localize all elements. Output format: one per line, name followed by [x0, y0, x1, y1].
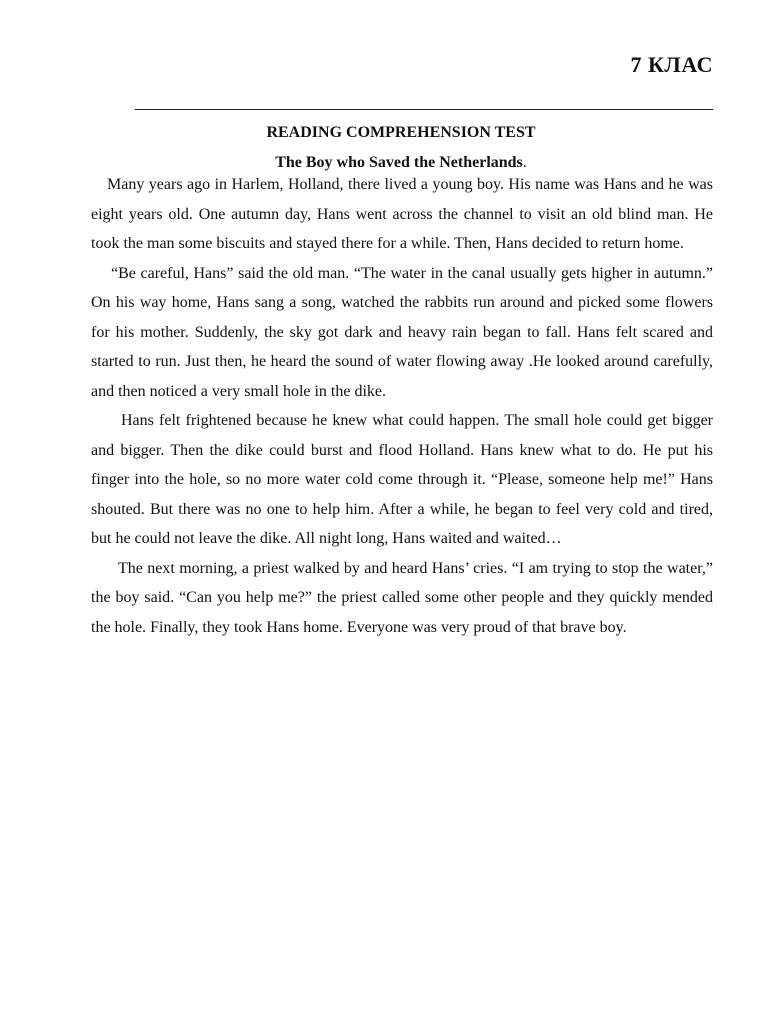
grade-heading: 7 КЛАС — [630, 52, 713, 77]
story-paragraph-4: The next morning, a priest walked by and heard Hans’ cries. “I am trying to stop the water,” the boy said. “Can you help me?” the priest called some other people and they quickly mended the hole. Finally, they took Hans home. Everyone was very proud of that brave boy. — [91, 559, 713, 636]
story-title-text: The Boy who Saved the Netherlands — [275, 154, 523, 171]
header-divider — [135, 109, 713, 110]
story-body — [91, 170, 713, 642]
story-paragraph-2: “Be careful, Hans” said the old man. “The water in the canal usually gets higher in autumn.” On his way home, Hans sang a song, watched the rabbits run around and picked some flowers for his mother. Suddenly, the sky got dark and heavy rain began to fall. Hans felt scared and started to run. Just then, he heard the sound of water flowing away .He looked around carefully, and then noticed a very small hole in the dike. — [91, 264, 713, 400]
story-paragraph-3: Hans felt frightened because he knew what could happen. The small hole could get bigger and bigger. Then the dike could burst and flood Holland. Hans knew what to do. He put his finger into the hole, so no more water cold come through it. “Please, someone help me!” Hans shouted. But there was no one to help him. After a while, he began to feel very cold and tired, but he could not leave the dike. All night long, Hans waited and waited… — [91, 412, 713, 547]
test-title: READING COMPREHENSION TEST — [266, 124, 536, 141]
story-title-period: . — [522, 154, 527, 171]
story-paragraph-1: Many years ago in Harlem, Holland, there lived a young boy. His name was Hans and he was eight years old. One autumn day, Hans went across the channel to visit an old blind man. He took the man some biscuits and stayed there for a while. Then, Hans decided to return home. — [91, 176, 713, 252]
